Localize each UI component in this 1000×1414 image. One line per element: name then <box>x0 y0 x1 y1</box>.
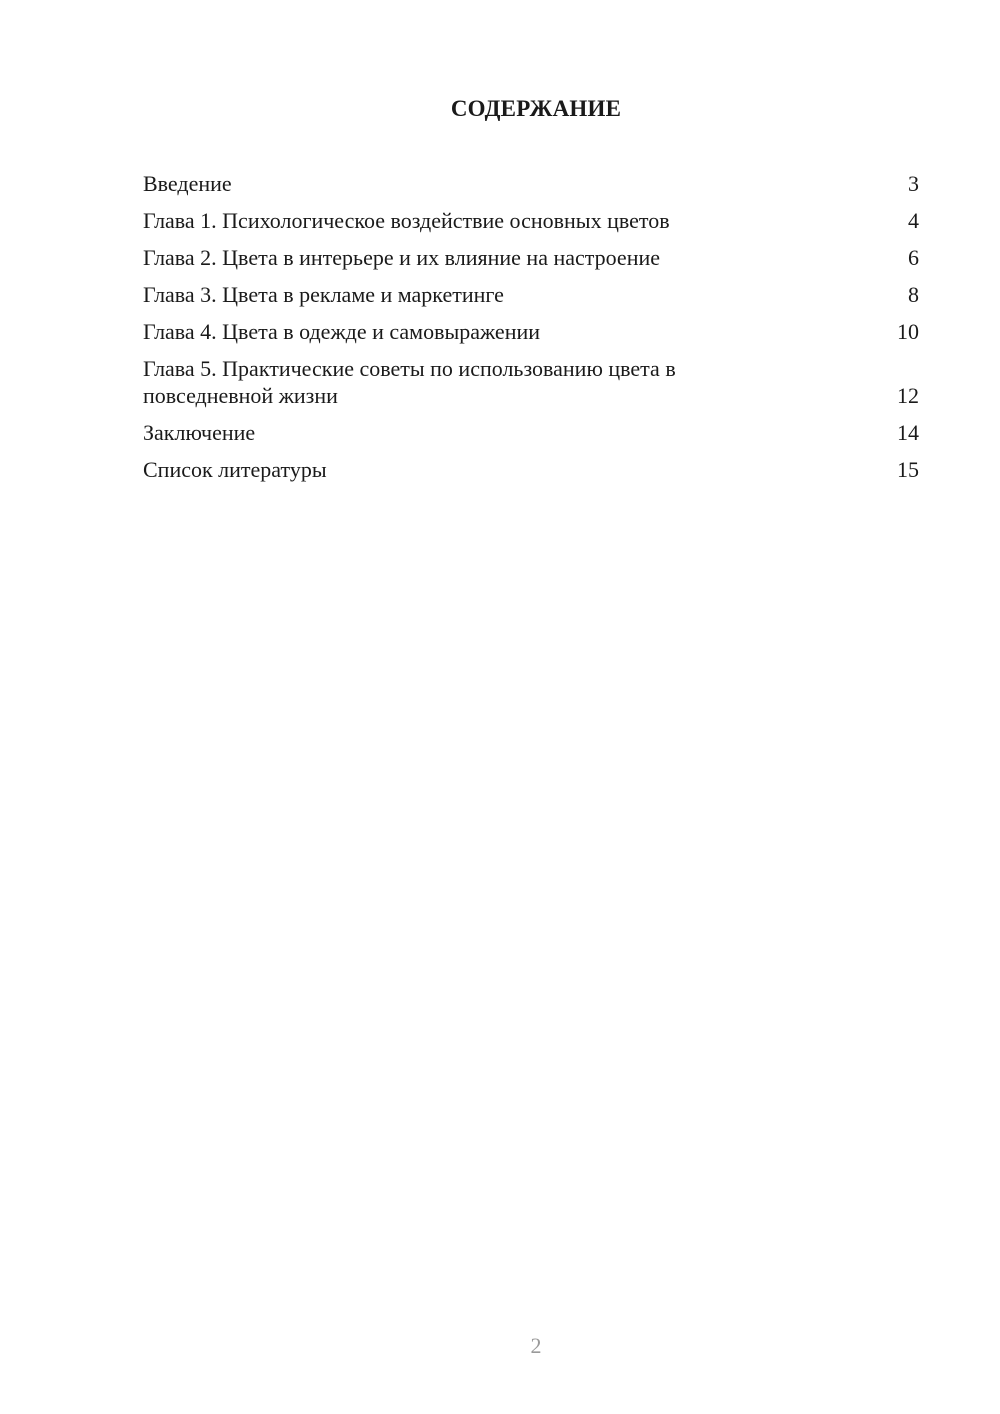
toc-entry-title: Глава 3. Цвета в рекламе и маркетинге <box>143 282 504 307</box>
toc-entry-page: 14 <box>897 420 919 445</box>
page-title: СОДЕРЖАНИЕ <box>450 96 622 121</box>
table-of-contents <box>143 170 919 493</box>
toc-entry-page: 10 <box>897 319 919 344</box>
toc-entry-title: Глава 1. Психологическое воздействие основных цветов <box>143 208 670 233</box>
toc-entry-bibliography <box>143 456 919 483</box>
toc-entry-chapter-3 <box>143 281 919 308</box>
toc-entry-page: 3 <box>908 171 919 196</box>
toc-entry-page: 6 <box>908 245 919 270</box>
toc-entry-title: Глава 2. Цвета в интерьере и их влияние на настроение <box>143 245 660 270</box>
toc-entry-page: 8 <box>908 282 919 307</box>
page-number: 2 <box>530 1333 542 1358</box>
toc-entry-chapter-2 <box>143 244 919 271</box>
toc-entry-page: 4 <box>908 208 919 233</box>
toc-entry-conclusion <box>143 419 919 446</box>
toc-entry-page: 15 <box>897 457 919 482</box>
toc-entry-title: Список литературы <box>143 457 327 482</box>
toc-entry-chapter-4 <box>143 318 919 345</box>
toc-entry-title: Заключение <box>143 420 256 445</box>
toc-entry-chapter-5 <box>143 355 919 409</box>
toc-entry-title: Глава 5. Практические советы по использованию цвета в повседневной жизни <box>143 356 676 408</box>
toc-entry-chapter-1 <box>143 207 919 234</box>
toc-entry-introduction <box>143 170 919 197</box>
toc-entry-title: Глава 4. Цвета в одежде и самовыражении <box>143 319 541 344</box>
toc-entry-title: Введение <box>143 171 232 196</box>
toc-entry-page: 12 <box>897 383 919 408</box>
